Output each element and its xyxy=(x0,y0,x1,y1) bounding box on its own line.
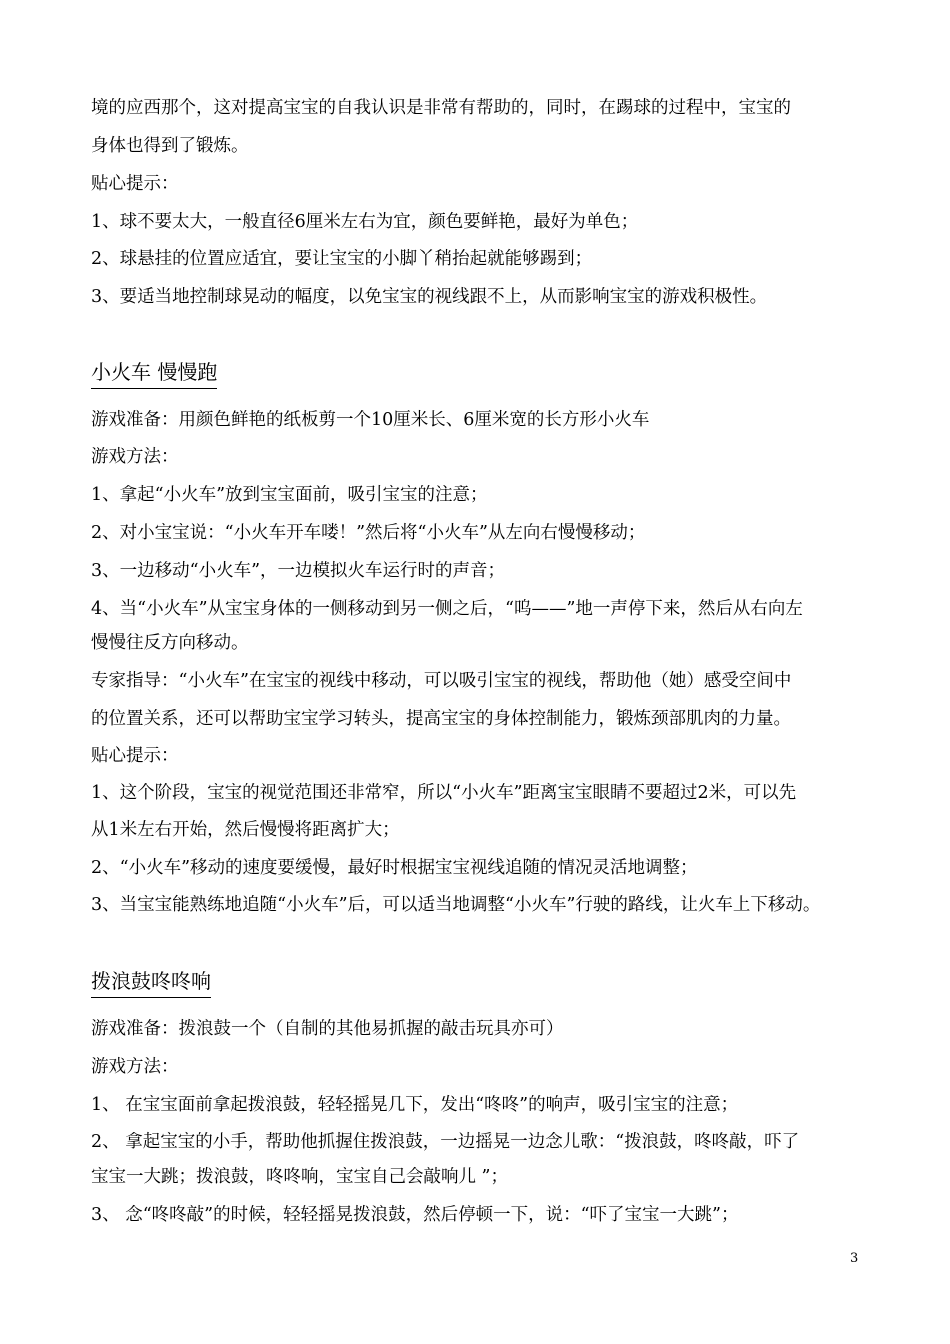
paragraph-line: 游戏准备：拨浪鼓一个（自制的其他易抓握的敲击玩具亦可） xyxy=(91,1019,564,1039)
list-item: 3、一边移动“小火车”，一边模拟火车运行时的声音； xyxy=(91,561,506,581)
paragraph-line: 身体也得到了锻炼。 xyxy=(91,136,249,156)
list-item: 3、 念“咚咚敲”的时候，轻轻摇晃拨浪鼓，然后停顿一下，说：“吓了宝宝一大跳”； xyxy=(91,1205,739,1225)
list-item: 2、对小宝宝说：“小火车开车喽！”然后将“小火车”从左向右慢慢移动； xyxy=(91,523,646,543)
paragraph-line: 专家指导：“小火车”在宝宝的视线中移动，可以吸引宝宝的视线，帮助他（她）感受空间中 xyxy=(91,671,792,691)
section-title: 小火车 慢慢跑 xyxy=(91,358,217,389)
list-item: 1、 在宝宝面前拿起拨浪鼓，轻轻摇晃几下，发出“咚咚”的响声，吸引宝宝的注意； xyxy=(91,1095,739,1115)
list-item: 4、当“小火车”从宝宝身体的一侧移动到另一侧之后，“呜——”地一声停下来，然后从右向左 xyxy=(91,599,803,619)
list-item: 宝宝一大跳；拨浪鼓，咚咚响，宝宝自己会敲响儿 ”； xyxy=(91,1167,509,1187)
list-item: 慢慢往反方向移动。 xyxy=(91,633,249,653)
tips-label: 贴心提示： xyxy=(91,746,179,766)
list-item: 2、 拿起宝宝的小手，帮助他抓握住拨浪鼓，一边摇晃一边念儿歌：“拨浪鼓，咚咚敲，吓了 xyxy=(91,1132,800,1152)
list-item: 3、当宝宝能熟练地追随“小火车”后，可以适当地调整“小火车”行驶的路线，让火车上下移动。 xyxy=(91,895,821,915)
paragraph-line: 境的应西那个，这对提高宝宝的自我认识是非常有帮助的，同时，在踢球的过程中，宝宝的 xyxy=(91,98,791,118)
paragraph-line: 游戏方法： xyxy=(91,447,179,467)
page-number: 3 xyxy=(850,1251,859,1266)
paragraph-line: 的位置关系，还可以帮助宝宝学习转头，提高宝宝的身体控制能力，锻炼颈部肌肉的力量。 xyxy=(91,709,791,729)
list-item: 2、“小火车”移动的速度要缓慢，最好时根据宝宝视线追随的情况灵活地调整； xyxy=(91,858,698,878)
list-item: 2、球悬挂的位置应适宜，要让宝宝的小脚丫稍抬起就能够踢到； xyxy=(91,249,593,269)
list-item: 1、球不要太大，一般直径6厘米左右为宜，颜色要鲜艳，最好为单色； xyxy=(91,212,639,232)
section-title: 拨浪鼓咚咚响 xyxy=(91,967,211,998)
paragraph-line: 游戏方法： xyxy=(91,1057,179,1077)
list-item: 1、拿起“小火车”放到宝宝面前，吸引宝宝的注意； xyxy=(91,485,488,505)
list-item: 3、要适当地控制球晃动的幅度，以免宝宝的视线跟不上，从而影响宝宝的游戏积极性。 xyxy=(91,287,768,307)
list-item: 1、这个阶段，宝宝的视觉范围还非常窄，所以“小火车”距离宝宝眼睛不要超过2米，可以先 xyxy=(91,783,797,803)
paragraph-line: 游戏准备：用颜色鲜艳的纸板剪一个10厘米长、6厘米宽的长方形小火车 xyxy=(91,410,650,430)
tips-label: 贴心提示： xyxy=(91,174,179,194)
list-item: 从1米左右开始，然后慢慢将距离扩大； xyxy=(91,820,400,840)
